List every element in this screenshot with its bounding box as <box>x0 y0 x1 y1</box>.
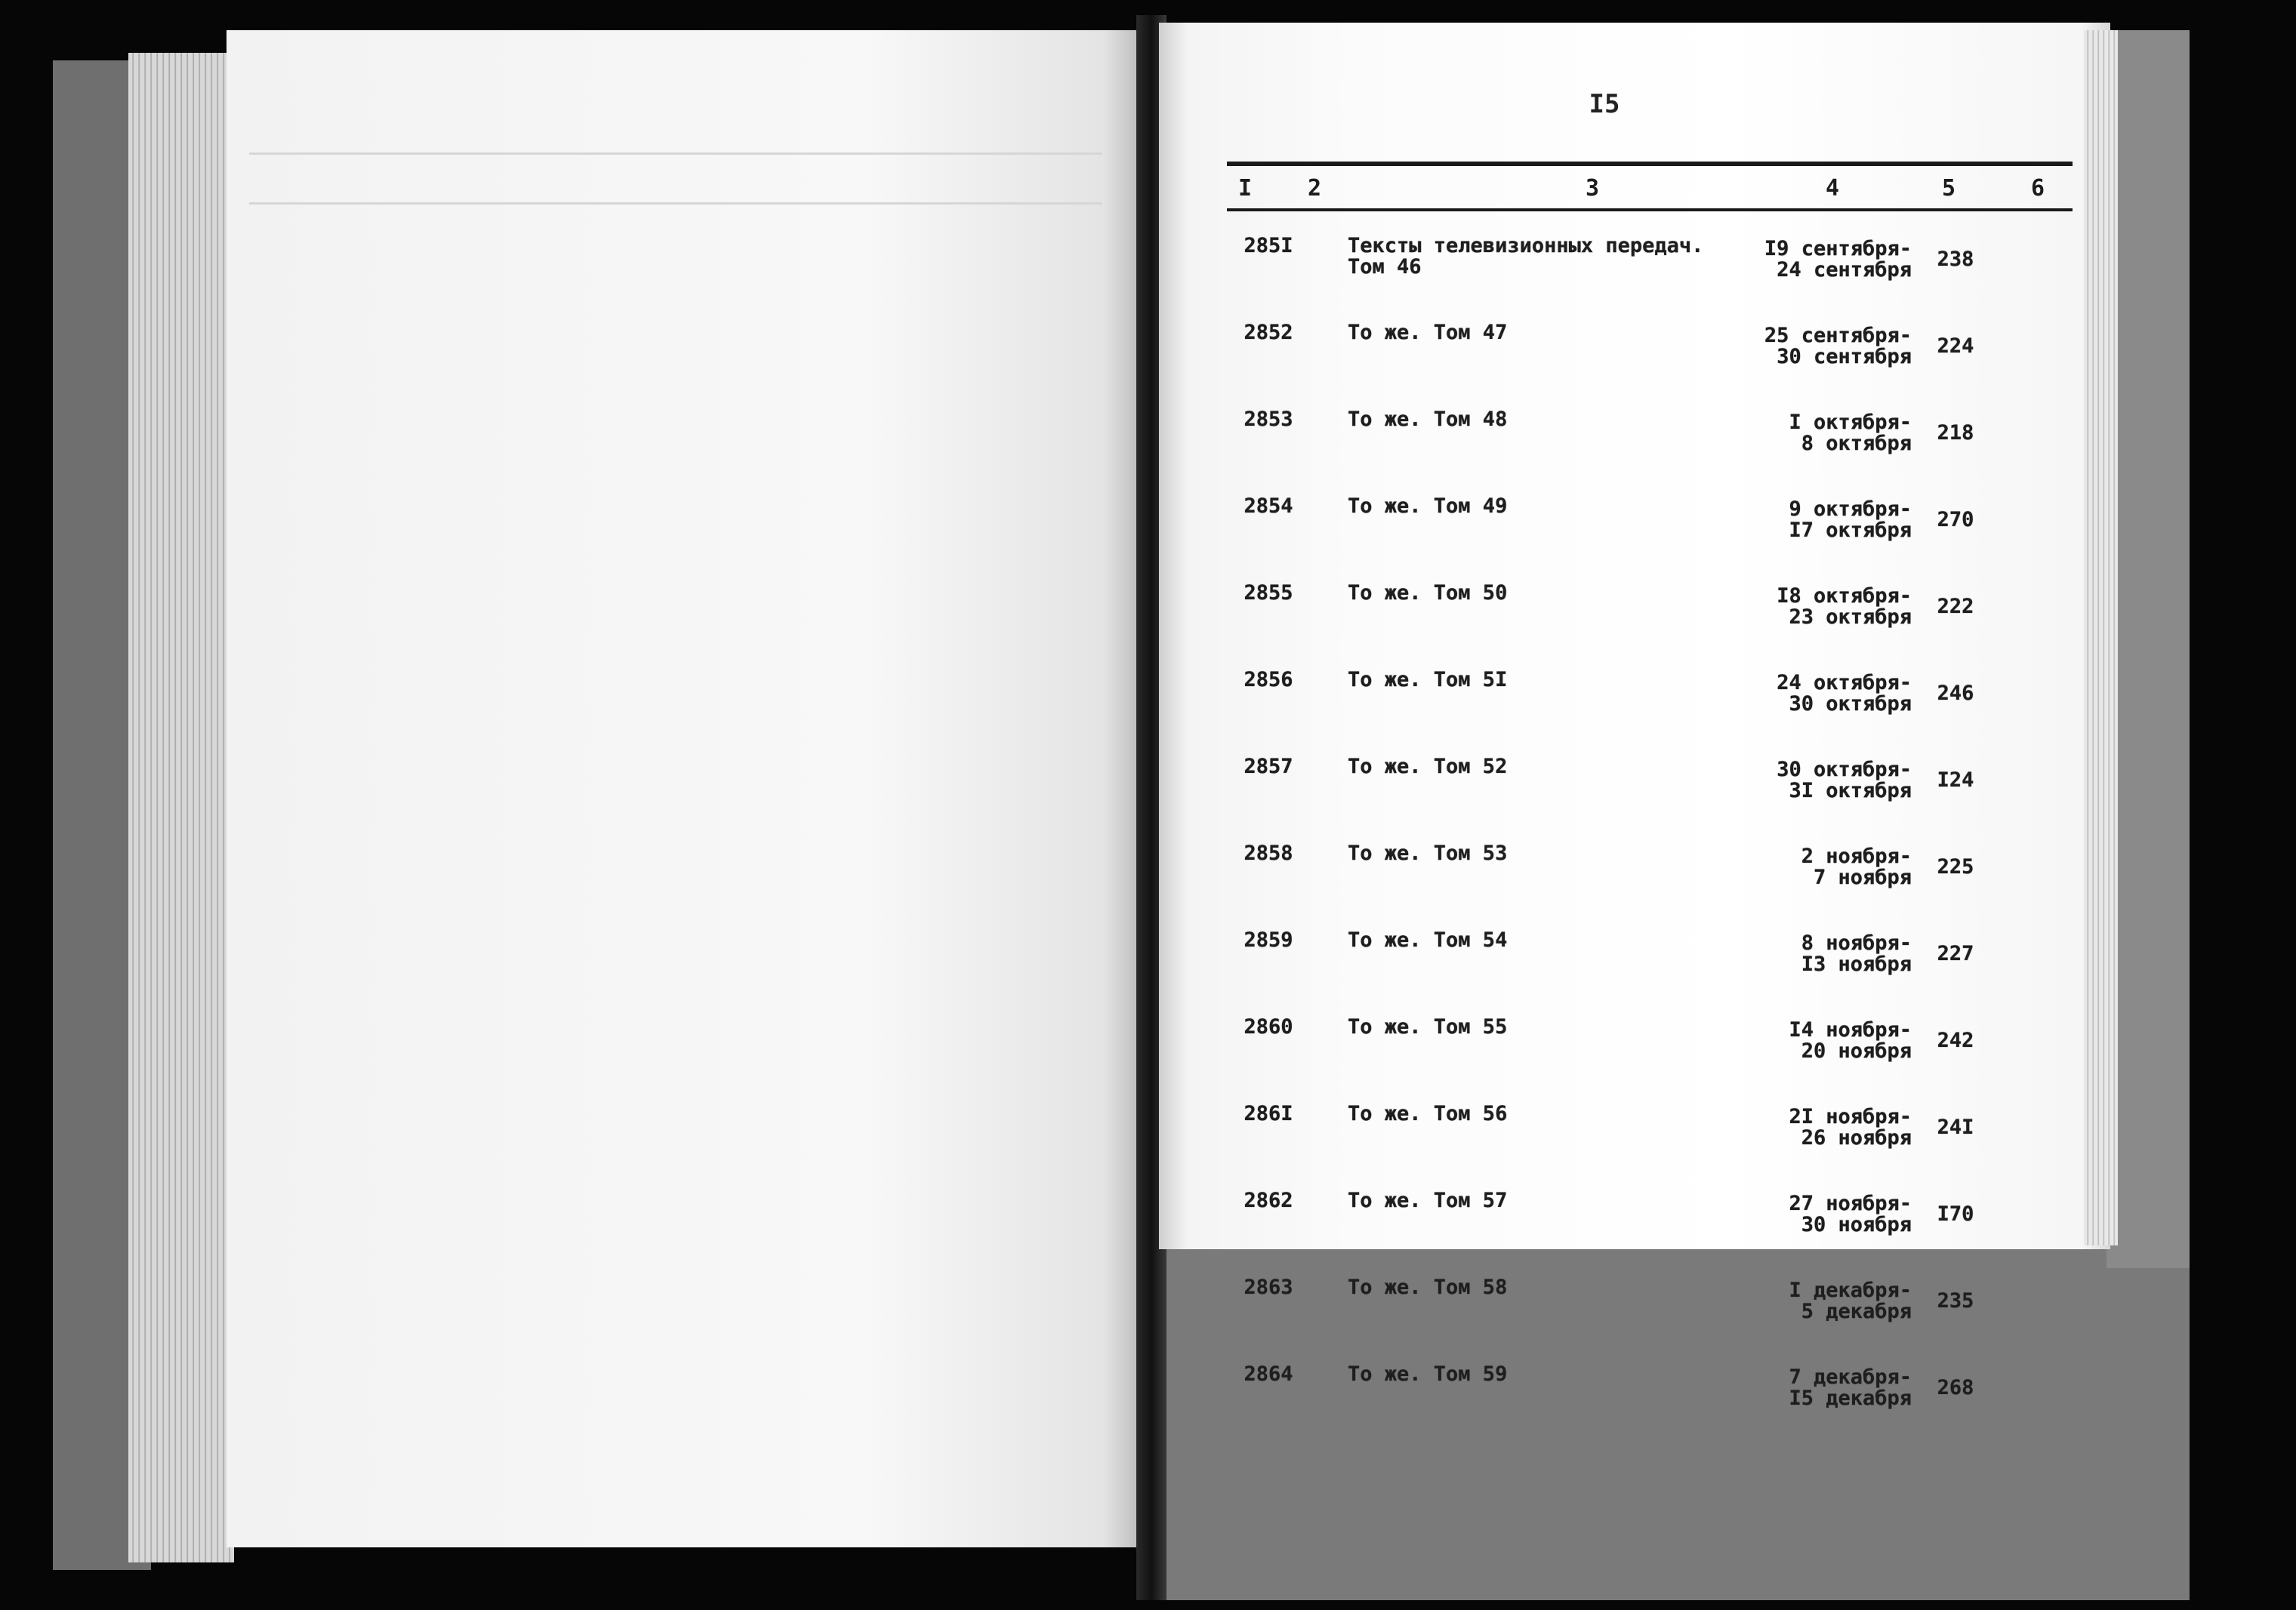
record-dates <box>1746 1367 1912 1409</box>
left-page-ghost-rule <box>249 202 1102 205</box>
record-page-count: 222 <box>1937 595 1974 618</box>
record-dates <box>1746 759 1912 802</box>
record-page-count: 225 <box>1937 855 1974 879</box>
record-number: 2856 <box>1244 668 1293 691</box>
record-title-line: То же. Том 58 <box>1348 1276 1508 1299</box>
record-date-from: 9 октября- <box>1789 497 1912 521</box>
record-number: 2852 <box>1244 321 1293 344</box>
record-dates <box>1746 1280 1912 1322</box>
column-header-5: 5 <box>1942 175 1956 202</box>
record-dates <box>1746 586 1912 628</box>
table-row <box>0 756 2296 832</box>
record-date-from: I4 ноября- <box>1789 1018 1912 1042</box>
record-title-line: Том 46 <box>1348 255 1422 279</box>
record-title <box>1348 1190 1740 1211</box>
record-date-to: 20 ноября <box>1801 1039 1912 1063</box>
table-row <box>0 1277 2296 1353</box>
record-date-from: 25 сентября- <box>1764 324 1912 347</box>
record-number: 2862 <box>1244 1189 1293 1212</box>
record-dates <box>1746 325 1912 368</box>
record-title-line: То же. Том 54 <box>1348 928 1508 952</box>
table-row <box>0 1190 2296 1266</box>
record-title <box>1348 756 1740 777</box>
record-dates <box>1746 846 1912 888</box>
record-page-count: 224 <box>1937 334 1974 358</box>
record-date-to: 30 октября <box>1789 692 1912 716</box>
record-number: 2859 <box>1244 928 1293 952</box>
record-dates <box>1746 1020 1912 1062</box>
record-number: 2854 <box>1244 494 1293 518</box>
record-date-from: 27 ноября- <box>1789 1192 1912 1215</box>
record-date-to: I5 декабря <box>1789 1387 1912 1410</box>
record-title <box>1348 322 1740 343</box>
record-page-count: 227 <box>1937 942 1974 965</box>
record-date-to: I3 ноября <box>1801 953 1912 976</box>
record-title-line: То же. Том 55 <box>1348 1015 1508 1039</box>
record-date-to: 7 ноября <box>1813 866 1912 889</box>
record-page-count: 218 <box>1937 421 1974 445</box>
record-dates <box>1746 1107 1912 1149</box>
table-row <box>0 496 2296 571</box>
record-title-line: То же. Том 57 <box>1348 1189 1508 1212</box>
record-date-from: I9 сентября- <box>1764 237 1912 260</box>
record-page-count: 24I <box>1937 1116 1974 1139</box>
record-page-count: 235 <box>1937 1289 1974 1313</box>
record-title <box>1348 409 1740 430</box>
table-row <box>0 409 2296 485</box>
record-date-from: 7 декабря- <box>1789 1365 1912 1389</box>
table-header-rule-bottom <box>1227 208 2073 211</box>
record-dates <box>1746 239 1912 281</box>
record-title <box>1348 1104 1740 1125</box>
record-title-line: Тексты телевизионных передач. <box>1348 234 1704 257</box>
record-page-count: 238 <box>1937 248 1974 271</box>
record-date-to: 23 октября <box>1789 605 1912 629</box>
record-title <box>1348 1364 1740 1385</box>
record-title <box>1348 843 1740 864</box>
record-date-to: 26 ноября <box>1801 1126 1912 1150</box>
table-row <box>0 322 2296 398</box>
record-page-count: 242 <box>1937 1029 1974 1052</box>
table-header-rule-top <box>1227 162 2073 166</box>
table-row <box>0 1364 2296 1439</box>
record-number: 2853 <box>1244 408 1293 431</box>
record-page-count: I70 <box>1937 1202 1974 1226</box>
record-title <box>1348 235 1740 278</box>
record-title-line: То же. Том 48 <box>1348 408 1508 431</box>
record-date-to: I7 октября <box>1789 519 1912 542</box>
record-number: 2860 <box>1244 1015 1293 1039</box>
table-row <box>0 1017 2296 1092</box>
record-title <box>1348 1017 1740 1038</box>
record-number: 286I <box>1244 1102 1293 1125</box>
record-dates <box>1746 1193 1912 1236</box>
record-title-line: То же. Том 47 <box>1348 321 1508 344</box>
record-dates <box>1746 412 1912 454</box>
record-title-line: То же. Том 5I <box>1348 668 1508 691</box>
page-number: I5 <box>1589 89 1620 119</box>
column-header-1: I <box>1238 175 1253 202</box>
record-dates <box>1746 933 1912 975</box>
record-date-to: 5 декабря <box>1801 1300 1912 1323</box>
table-row <box>0 1104 2296 1179</box>
record-date-to: 8 октября <box>1801 432 1912 455</box>
record-page-count: 246 <box>1937 682 1974 705</box>
record-number: 2857 <box>1244 755 1293 778</box>
record-title <box>1348 496 1740 517</box>
record-title-line: То же. Том 50 <box>1348 581 1508 605</box>
record-page-count: I24 <box>1937 768 1974 792</box>
record-date-from: 8 ноября- <box>1801 931 1912 955</box>
record-title <box>1348 670 1740 691</box>
record-number: 2858 <box>1244 842 1293 865</box>
record-number: 2864 <box>1244 1362 1293 1386</box>
record-date-from: 2I ноября- <box>1789 1105 1912 1128</box>
record-date-from: 30 октября- <box>1777 758 1912 781</box>
record-number: 2863 <box>1244 1276 1293 1299</box>
column-header-6: 6 <box>2031 175 2045 202</box>
record-date-from: I8 октября- <box>1777 584 1912 608</box>
record-date-to: 24 сентября <box>1777 258 1912 282</box>
record-title-line: То же. Том 52 <box>1348 755 1508 778</box>
table-row <box>0 670 2296 745</box>
record-title-line: То же. Том 49 <box>1348 494 1508 518</box>
column-header-2: 2 <box>1308 175 1322 202</box>
table-row <box>0 843 2296 919</box>
table-row <box>0 235 2296 311</box>
record-date-from: I декабря- <box>1789 1279 1912 1302</box>
record-dates <box>1746 673 1912 715</box>
record-date-from: I октября- <box>1789 411 1912 434</box>
record-title <box>1348 1277 1740 1298</box>
record-title <box>1348 930 1740 951</box>
column-header-4: 4 <box>1826 175 1840 202</box>
record-title <box>1348 583 1740 604</box>
record-page-count: 270 <box>1937 508 1974 531</box>
record-number: 2855 <box>1244 581 1293 605</box>
record-date-from: 2 ноября- <box>1801 845 1912 868</box>
record-dates <box>1746 499 1912 541</box>
record-title-line: То же. Том 59 <box>1348 1362 1508 1386</box>
record-date-from: 24 октября- <box>1777 671 1912 694</box>
left-page-ghost-rule <box>249 152 1102 155</box>
record-title-line: То же. Том 53 <box>1348 842 1508 865</box>
record-title-line: То же. Том 56 <box>1348 1102 1508 1125</box>
record-date-to: 3I октября <box>1789 779 1912 802</box>
column-header-3: 3 <box>1586 175 1600 202</box>
table-row <box>0 930 2296 1005</box>
record-page-count: 268 <box>1937 1376 1974 1399</box>
table-row <box>0 583 2296 658</box>
record-date-to: 30 сентября <box>1777 345 1912 368</box>
record-date-to: 30 ноября <box>1801 1213 1912 1236</box>
record-number: 285I <box>1244 234 1293 257</box>
